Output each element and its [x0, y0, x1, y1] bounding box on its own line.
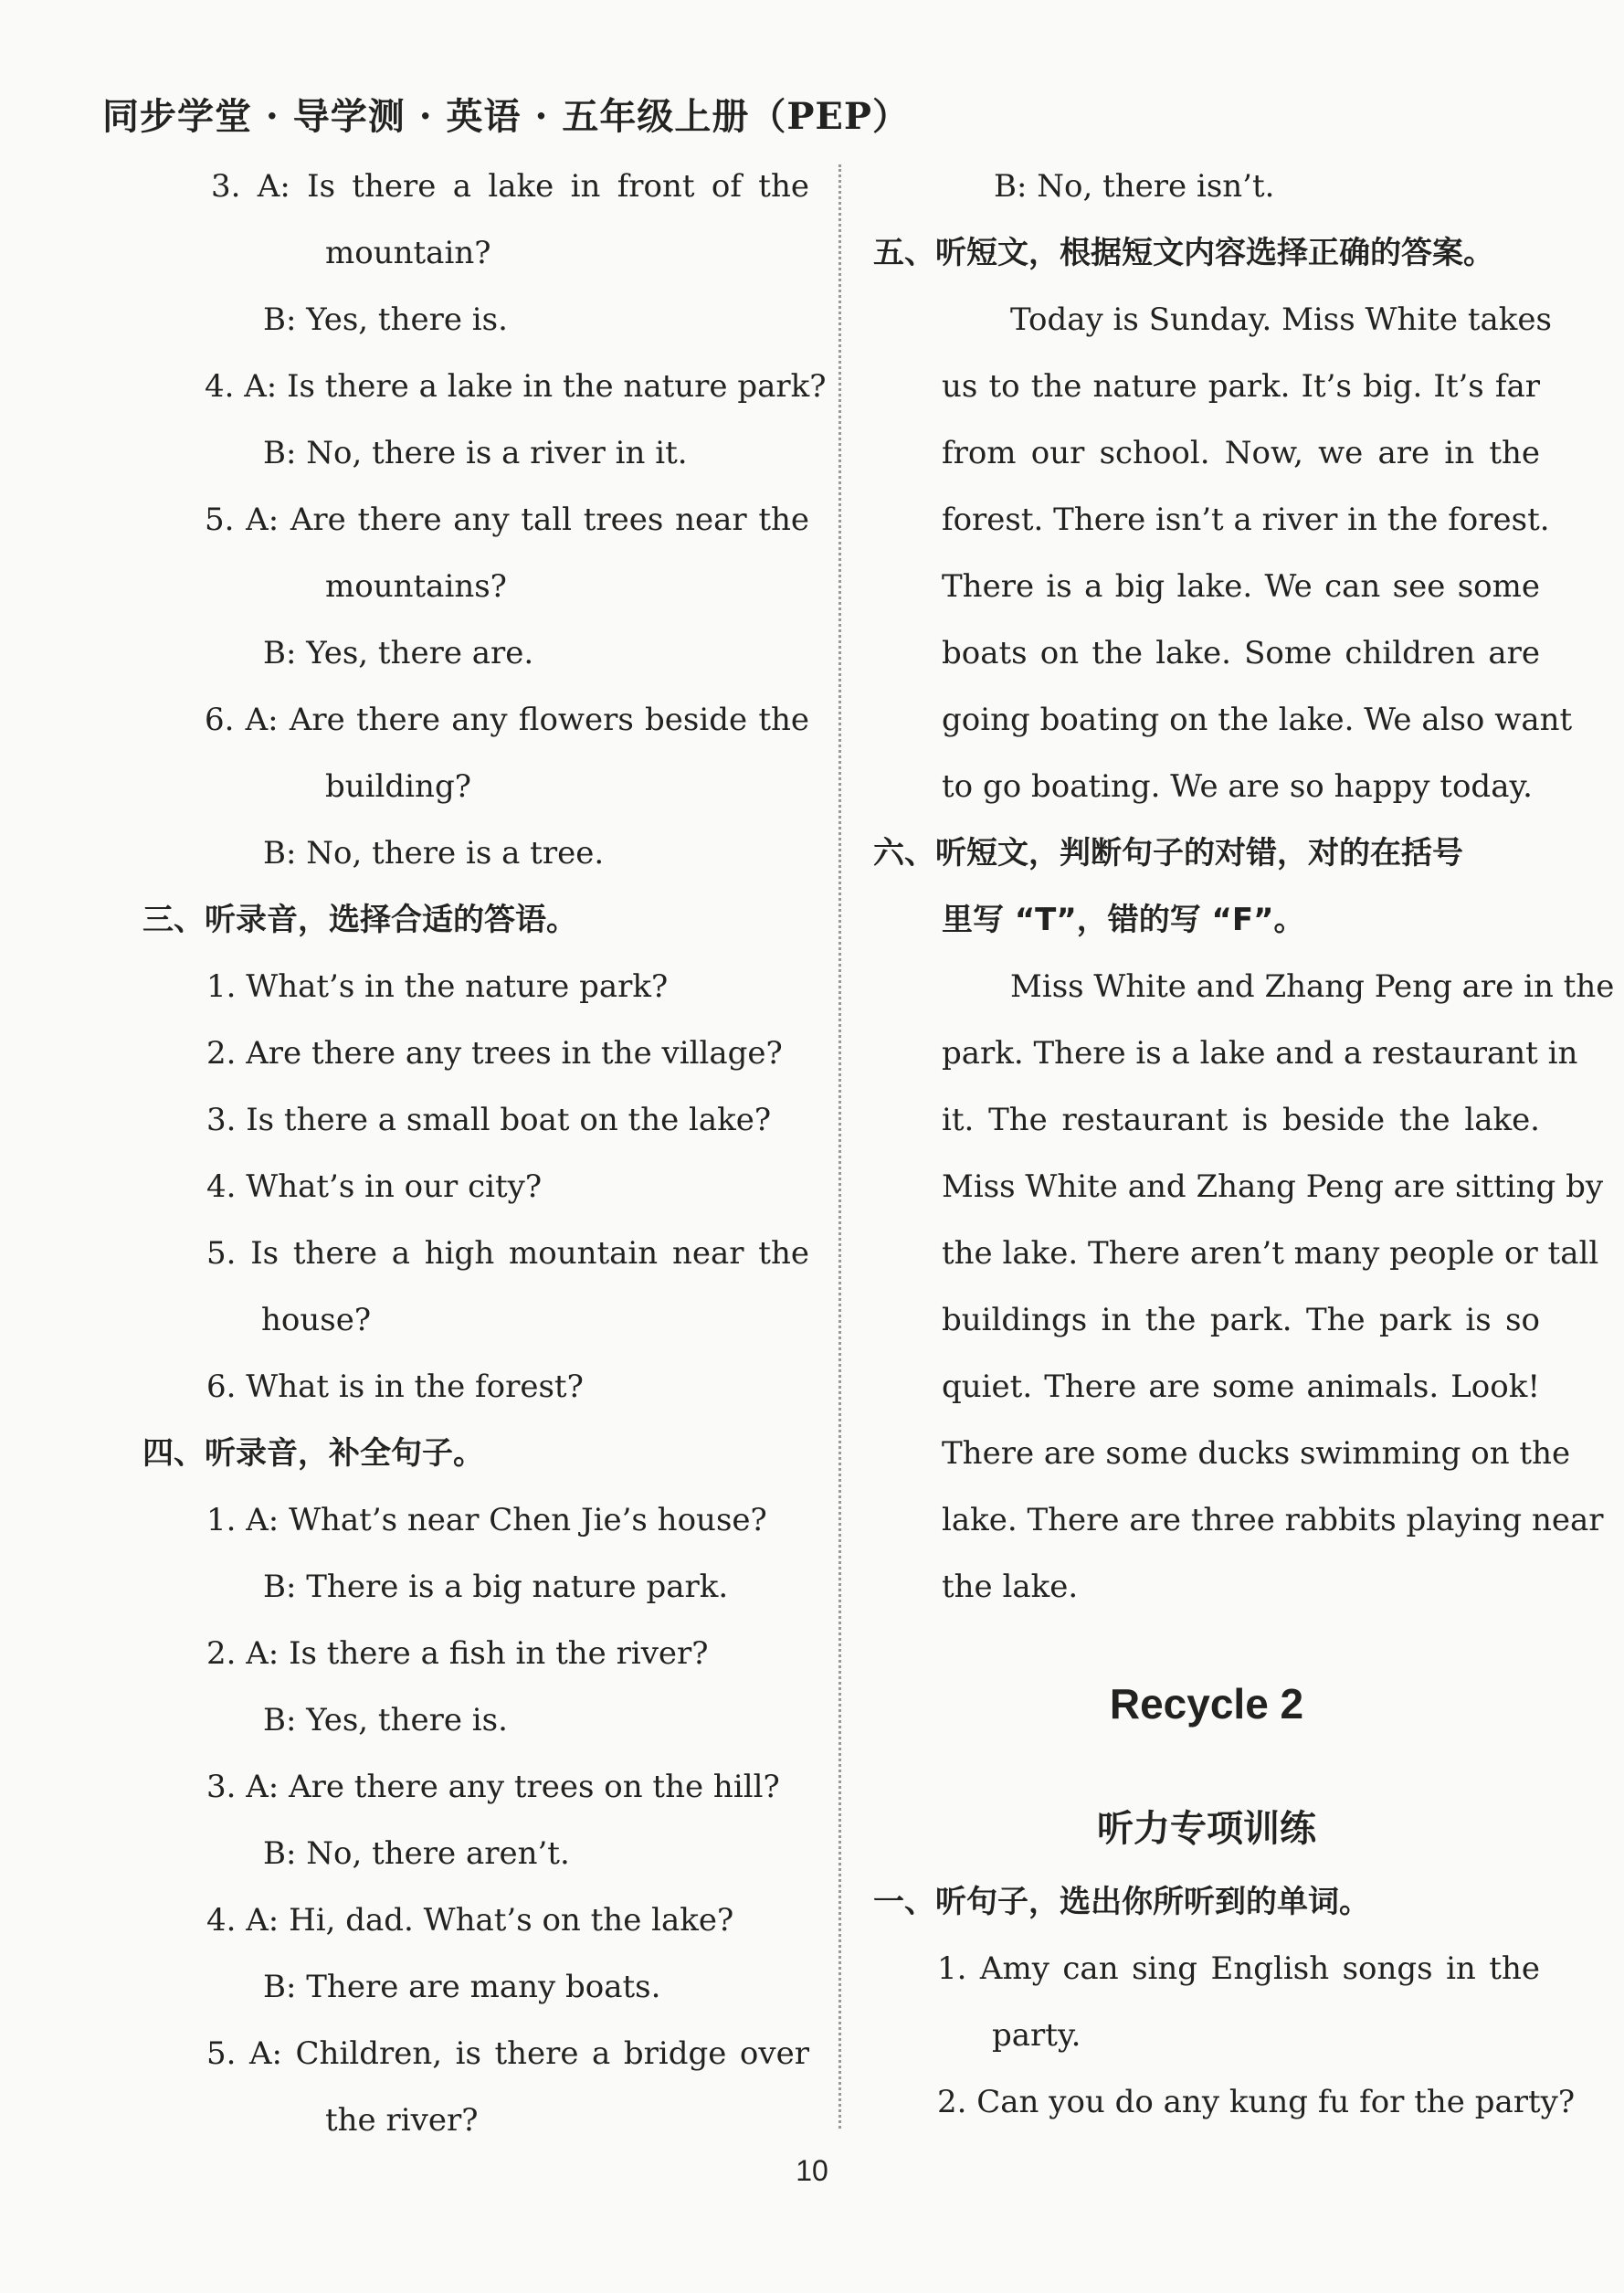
passage-line: There is a big lake. We can see some — [942, 568, 1540, 605]
answer-line: 5. A: Are there any tall trees near the — [205, 502, 809, 538]
passage-line: lake. There are three rabbits playing near — [942, 1502, 1604, 1538]
section-heading: 四、听录音，补全句子。 — [142, 1435, 484, 1472]
passage-line: Miss White and Zhang Peng are sitting by — [942, 1168, 1604, 1205]
answer-line: 6. A: Are there any flowers beside the — [205, 702, 809, 738]
passage-line: the lake. — [942, 1569, 1079, 1605]
left-column — [142, 153, 827, 2154]
unit-title: Recycle 2 — [1109, 1680, 1304, 1728]
passage-line: from our school. Now, we are in the — [942, 435, 1540, 471]
answer-line: 2. A: Is there a fish in the river? — [206, 1635, 709, 1672]
answer-line: 5. Is there a high mountain near the — [206, 1235, 809, 1272]
section-heading: 里写 “T”，错的写 “F”。 — [942, 902, 1305, 938]
passage-line: park. There is a lake and a restaurant in — [942, 1035, 1578, 1072]
answer-line: 2. Can you do any kung fu for the party? — [937, 2084, 1576, 2120]
answer-line: B: No, there is a river in it. — [263, 435, 688, 471]
recycle-section — [873, 1869, 1576, 2136]
answer-line: mountain? — [325, 235, 491, 271]
section-heading: 六、听短文，判断句子的对错，对的在括号 — [873, 835, 1463, 872]
answer-line: 3. A: Is there a lake in front of the — [211, 168, 809, 205]
answer-line: party. — [992, 2017, 1081, 2054]
passage-line: forest. There isn’t a river in the forest. — [942, 502, 1550, 538]
answer-line: B: There are many boats. — [263, 1969, 661, 2005]
passage-line: going boating on the lake. We also want — [942, 702, 1573, 738]
answer-line: building? — [325, 768, 471, 805]
passage-line: to go boating. We are so happy today. — [942, 768, 1533, 805]
passage-line: There are some ducks swimming on the — [942, 1435, 1571, 1472]
section-heading: 三、听录音，选择合适的答语。 — [142, 902, 577, 938]
answer-line: 4. What’s in our city? — [206, 1168, 543, 1205]
answer-line: 2. Are there any trees in the village? — [206, 1035, 783, 1072]
answer-line: 1. A: What’s near Chen Jie’s house? — [206, 1502, 767, 1538]
answer-line: 1. Amy can sing English songs in the — [937, 1950, 1540, 1987]
page-number: 10 — [796, 2154, 828, 2187]
passage-line: boats on the lake. Some children are — [942, 635, 1540, 671]
passage-line: it. The restaurant is beside the lake. — [942, 1102, 1540, 1138]
passage-line: us to the nature park. It’s big. It’s far — [942, 368, 1540, 405]
passage-line: the lake. There aren’t many people or tall — [942, 1235, 1599, 1272]
answer-line: 4. A: Hi, dad. What’s on the lake? — [206, 1902, 734, 1939]
passage-line: Today is Sunday. Miss White takes — [1010, 301, 1552, 338]
answer-line: 3. Is there a small boat on the lake? — [206, 1102, 772, 1138]
passage-line: Miss White and Zhang Peng are in the — [1010, 968, 1615, 1005]
answer-line: house? — [261, 1302, 372, 1338]
answer-line: the river? — [325, 2102, 479, 2139]
page-header: 同步学堂 · 导学测 · 英语 · 五年级上册（PEP） — [102, 95, 910, 138]
passage-line: buildings in the park. The park is so — [942, 1302, 1540, 1338]
answer-line: 3. A: Are there any trees on the hill? — [206, 1769, 780, 1805]
answer-line: B: No, there aren’t. — [263, 1835, 570, 1872]
answer-line: B: Yes, there is. — [263, 1702, 508, 1738]
section-subtitle: 听力专项训练 — [1097, 1808, 1316, 1850]
answer-line: 4. A: Is there a lake in the nature park? — [205, 368, 827, 405]
answer-line: B: No, there isn’t. — [994, 168, 1275, 205]
section-heading: 一、听句子，选出你所听到的单词。 — [873, 1884, 1370, 1920]
answer-line: 5. A: Children, is there a bridge over — [206, 2035, 809, 2072]
right-column — [873, 153, 1615, 1621]
column-divider — [838, 164, 841, 2129]
answer-line: mountains? — [325, 568, 507, 605]
answer-line: 1. What’s in the nature park? — [206, 968, 669, 1005]
answer-line: B: There is a big nature park. — [263, 1569, 729, 1605]
answer-line: B: Yes, there are. — [263, 635, 534, 671]
answer-line: B: Yes, there is. — [263, 301, 508, 338]
passage-line: quiet. There are some animals. Look! — [942, 1368, 1540, 1405]
answer-line: 6. What is in the forest? — [206, 1368, 584, 1405]
answer-line: B: No, there is a tree. — [263, 835, 605, 872]
section-heading: 五、听短文，根据短文内容选择正确的答案。 — [873, 235, 1494, 271]
